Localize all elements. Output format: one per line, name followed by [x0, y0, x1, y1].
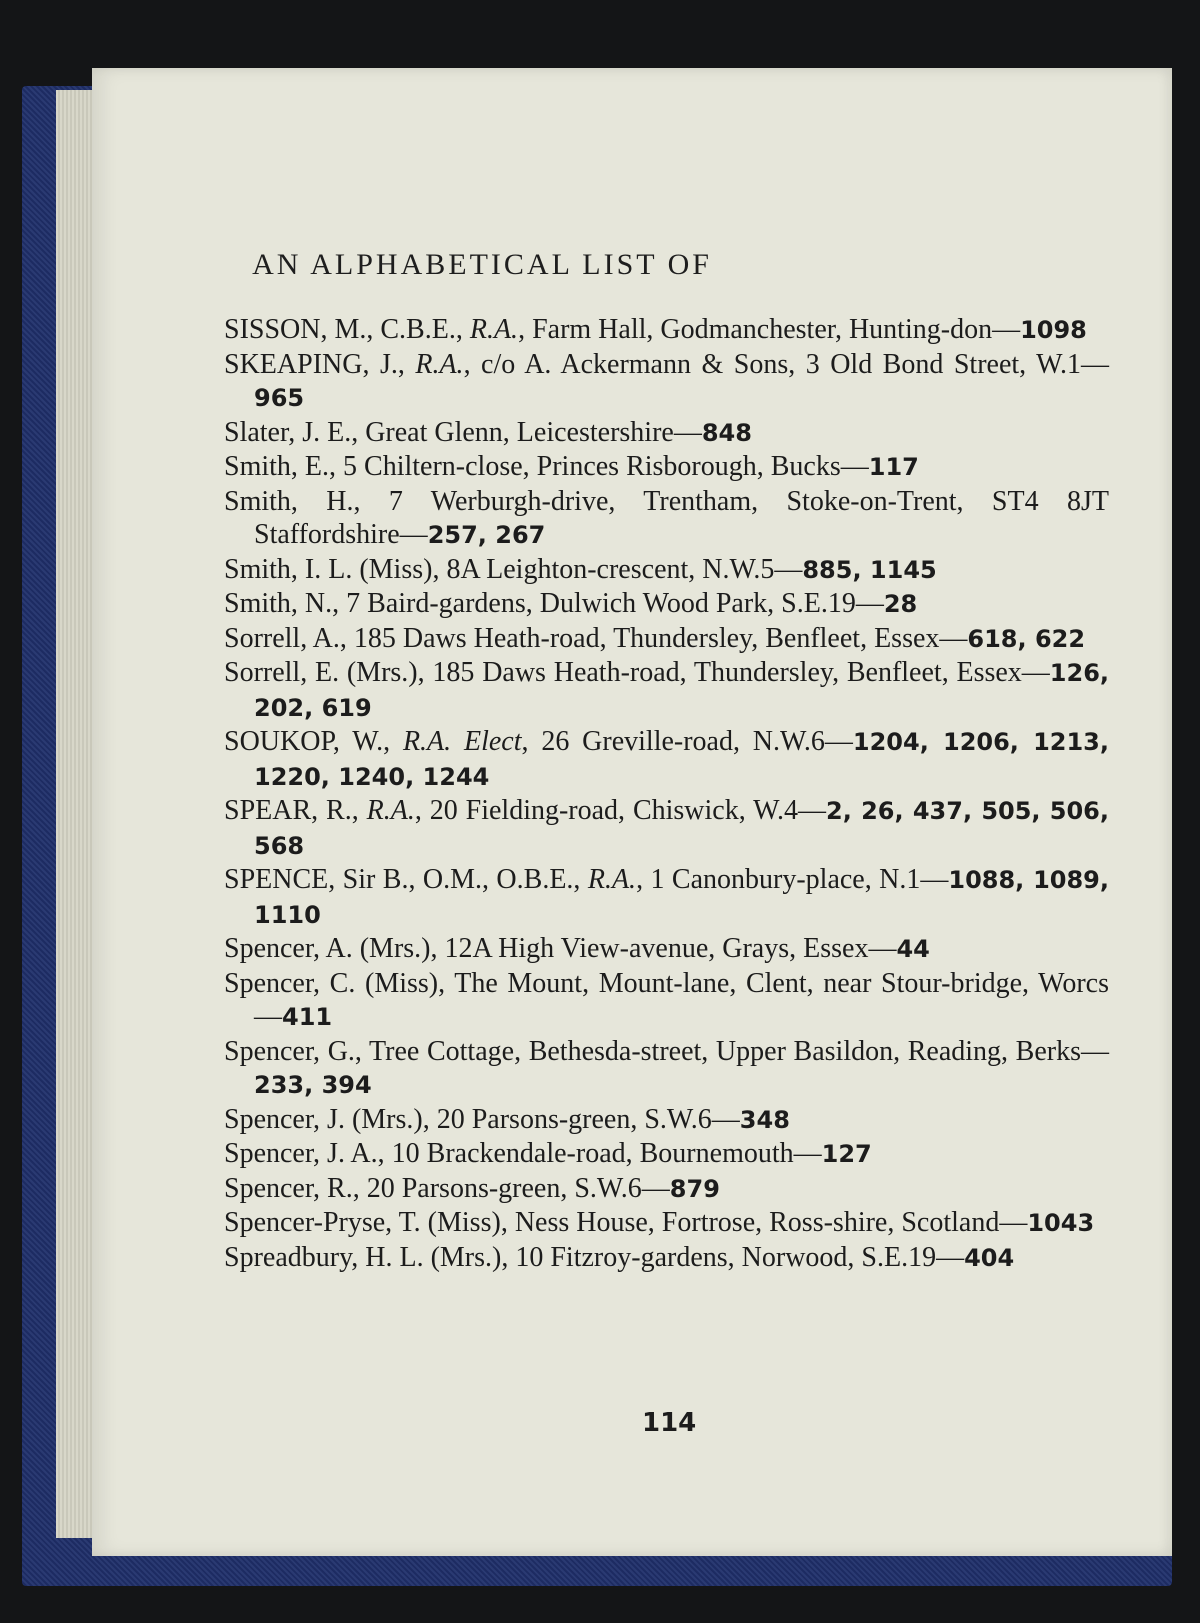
entry-name: Spencer, A. (Mrs.) — [224, 933, 431, 964]
entry-address: , 1 Canonbury-place, N.1— — [636, 864, 949, 895]
entry-numbers: 885, 1145 — [802, 555, 937, 584]
entry-name: SKEAPING, J., — [224, 348, 416, 380]
entry-numbers: 618, 622 — [967, 624, 1086, 653]
list-item — [224, 863, 1109, 932]
entry-numbers: 233, 394 — [254, 1071, 372, 1099]
entry-name: Spencer, J. A. — [224, 1138, 378, 1169]
list-item — [224, 485, 1109, 553]
entry-address: , 5 Chiltern-close, Princes Risborough, Bucks— — [329, 451, 869, 482]
entry-address: , The Mount, Mount-lane, Clent, near Stour-bridge, Worcs— — [254, 967, 1109, 1032]
entry-numbers: 411 — [282, 1003, 333, 1031]
entry-address: , Ness House, Fortrose, Ross-shire, Scotland— — [500, 1207, 1028, 1238]
entry-name: Sorrell, A. — [224, 622, 340, 654]
list-item — [224, 553, 1109, 588]
entry-title: R.A. — [366, 795, 415, 826]
entry-name: Smith, I. L. (Miss) — [224, 553, 433, 585]
entry-name: Spencer, G. — [224, 1035, 355, 1067]
entry-address: , Tree Cottage, Bethesda-street, Upper Basildon, Reading, Berks— — [354, 1035, 1109, 1067]
entry-list — [224, 313, 1109, 1275]
entry-name: Smith, N. — [224, 588, 333, 619]
entry-numbers: 965 — [254, 384, 305, 412]
entry-numbers: 2, 26, 437, 505, 506, 568 — [254, 797, 1109, 860]
list-item — [224, 622, 1109, 657]
entry-title: R.A. Elect — [402, 726, 522, 757]
entry-numbers: 127 — [821, 1140, 872, 1168]
entry-numbers: 1098 — [1020, 316, 1087, 344]
entry-numbers: 257, 267 — [427, 521, 546, 549]
entry-numbers: 348 — [739, 1105, 790, 1134]
entry-address: , Farm Hall, Godmanchester, Hunting-don— — [518, 314, 1021, 345]
entry-name: SISSON, M., C.B.E., — [224, 314, 470, 345]
list-item — [224, 967, 1109, 1035]
list-item — [224, 313, 1109, 348]
entry-address: , 10 Fitzroy-gardens, Norwood, S.E.19— — [501, 1241, 965, 1273]
entry-title: R.A. — [587, 864, 637, 895]
entry-address: , 185 Daws Heath-road, Thundersley, Benfleet, Essex— — [417, 657, 1050, 688]
page-number: 114 — [642, 1408, 697, 1438]
entry-address: , 10 Brackendale-road, Bournemouth— — [377, 1138, 822, 1169]
list-item — [224, 1137, 1109, 1172]
list-item — [224, 794, 1109, 863]
entry-numbers: 848 — [701, 418, 752, 447]
entry-title: R.A. — [415, 348, 464, 380]
list-item — [224, 1103, 1109, 1138]
list-item — [224, 725, 1109, 794]
entry-name: Sorrell, E. (Mrs.) — [224, 657, 418, 688]
entry-name: Spencer, C. (Miss) — [224, 967, 439, 999]
entry-name: Smith, E. — [224, 451, 330, 482]
list-item — [224, 416, 1109, 451]
entry-name: SPENCE, Sir B., O.M., O.B.E., — [224, 864, 588, 895]
entry-name: SPEAR, R., — [224, 795, 367, 826]
entry-name: Spencer-Pryse, T. (Miss) — [224, 1207, 501, 1238]
entry-address: , c/o A. Ackermann & Sons, 3 Old Bond Street, W.1— — [463, 348, 1110, 380]
entry-name: Spencer, R. — [224, 1172, 353, 1204]
entry-numbers: 879 — [669, 1174, 720, 1203]
entry-name: SOUKOP, W., — [224, 726, 403, 757]
list-item — [224, 1206, 1109, 1241]
entry-address: , 7 Baird-gardens, Dulwich Wood Park, S.E.19— — [332, 588, 884, 619]
list-item — [224, 656, 1109, 725]
list-item — [224, 932, 1109, 967]
entry-numbers: 126, 202, 619 — [254, 659, 1110, 722]
entry-numbers: 1088, 1089, 1110 — [254, 866, 1109, 929]
list-item — [224, 450, 1109, 485]
entry-address: , 185 Daws Heath-road, Thundersley, Benfleet, Essex— — [339, 622, 968, 654]
entry-address: , 8A Leighton-crescent, N.W.5— — [432, 553, 803, 585]
entry-name: Slater, J. E. — [224, 416, 352, 448]
entry-name: Smith, H. — [224, 485, 354, 517]
entry-title: R.A. — [469, 314, 519, 345]
entry-name: Spencer, J. (Mrs.) — [224, 1103, 423, 1135]
entry-address: , 20 Parsons-green, S.W.6— — [422, 1103, 740, 1135]
entry-address: , 7 Werburgh-drive, Trentham, Stoke-on-Trent, ST4 8JT Staffordshire— — [254, 485, 1109, 550]
list-item — [224, 1035, 1109, 1103]
entry-name: Spreadbury, H. L. (Mrs.) — [224, 1241, 502, 1273]
entry-numbers: 1043 — [1027, 1209, 1095, 1237]
entry-address: , Great Glenn, Leicestershire— — [351, 416, 702, 448]
entry-address: , 20 Parsons-green, S.W.6— — [352, 1172, 670, 1204]
entry-numbers: 404 — [964, 1243, 1015, 1272]
page-header: AN ALPHABETICAL LIST OF — [252, 248, 712, 281]
list-item — [224, 1172, 1109, 1207]
entry-numbers: 28 — [883, 590, 918, 618]
entry-numbers: 117 — [868, 453, 919, 481]
list-item — [224, 587, 1109, 622]
entry-numbers: 44 — [896, 935, 930, 963]
entry-numbers: 1204, 1206, 1213, 1220, 1240, 1244 — [254, 728, 1109, 791]
entry-address: , 20 Fielding-road, Chiswick, W.4— — [414, 795, 826, 826]
list-item — [224, 1241, 1109, 1276]
entry-address: , 12A High View-avenue, Grays, Essex— — [430, 933, 897, 964]
entry-address: , 26 Greville-road, N.W.6— — [521, 726, 853, 757]
list-item — [224, 348, 1109, 416]
book-page — [92, 68, 1172, 1556]
